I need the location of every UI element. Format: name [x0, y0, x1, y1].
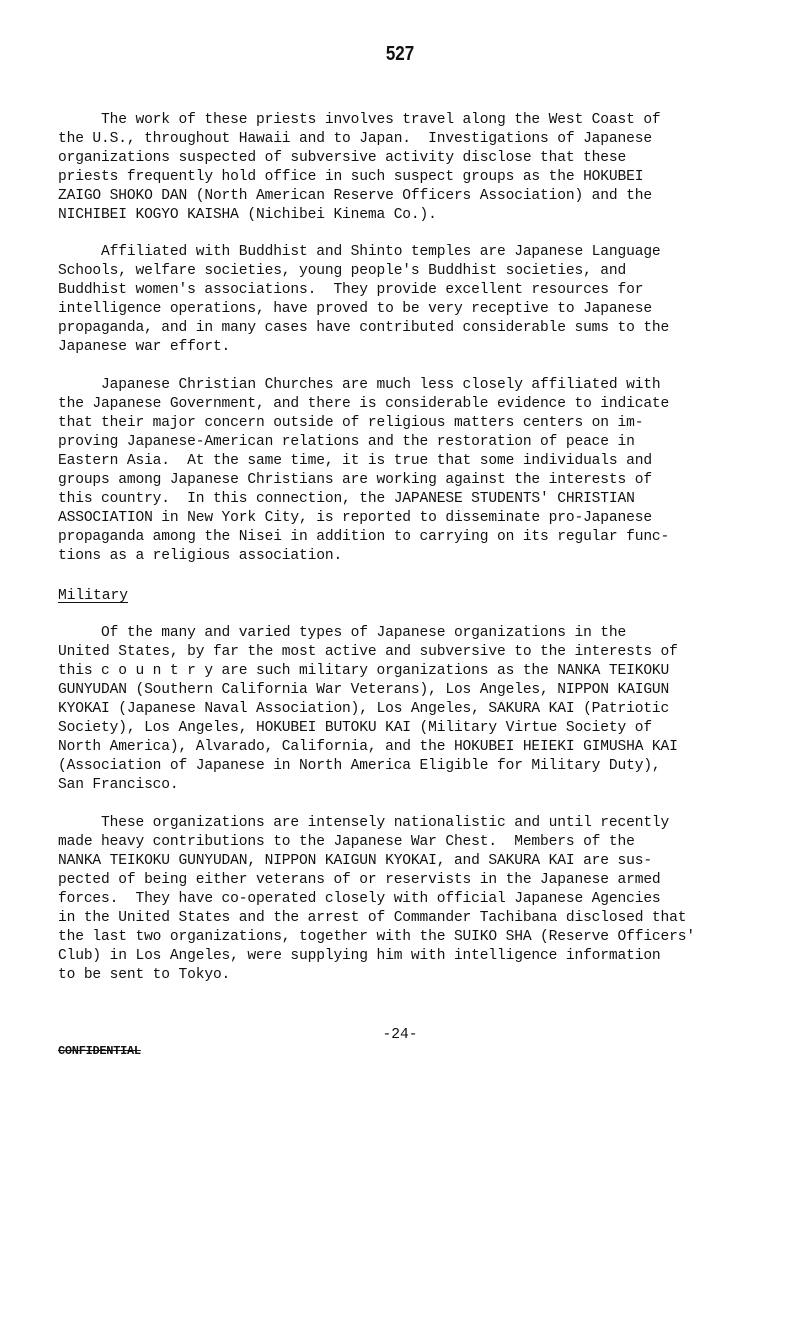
paragraph-nationalistic-organizations: These organizations are intensely nationalistic and until recently made heavy contributions to the Japanese War Chest. Members of the NANKA TEIKOKU GUNYUDAN, NIPPON KAIGUN KYOKAI, and SAKURA KAI are sus- pected of being either veterans of or reservists in the Japanese armed forces. They have co-operated closely with official Japanese Agencies in the United States and the arrest of Commander Tachibana disclosed that the last two organizations, together with the SUIKO SHA (Reserve Officers' Club) in Los Angeles, were supplying him with intelligence information to be sent to Tokyo. — [58, 815, 695, 983]
footer-page-number: -24- — [382, 1027, 418, 1043]
paragraph-priests-travel: The work of these priests involves travel along the West Coast of the U.S., throughout Hawaii and to Japan. Investigations of Japanese organizations suspected of subversive activity disclose that these priests frequently hold office in such suspect groups as the HOKUBEI ZAIGO SHOKO DAN (North American Reserve Officers Association) and the NICHIBEI KOGYO KAISHA (Nichibei Kinema Co.). — [58, 112, 661, 223]
paragraph-christian-churches: Japanese Christian Churches are much less closely affiliated with the Japanese Government, and there is considerable evidence to indicate that their major concern outside of religious matters centers on im- proving Japanese-American relations and the restoration of peace in Eastern Asia. At the same time, it is true that some individuals and groups among Japanese Christians are working against the interests of this country. In this connection, the JAPANESE STUDENTS' CHRISTIAN ASSOCIATION in New York City, is reported to disseminate pro-Japanese propaganda among the Nisei in addition to carrying on its regular func- tions as a religious association. — [58, 377, 670, 564]
page-number: 527 — [385, 43, 415, 65]
section-heading-military: Military — [58, 588, 129, 604]
paragraph-military-organizations: Of the many and varied types of Japanese organizations in the United States, by far the most active and subversive to the interests of this c o u n t r y are such military organizations as the NANKA TEIKOKU GUNYUDAN (Southern California War Veterans), Los Angeles, NIPPON KAIGUN KYOKAI (Japanese Naval Association), Los Angeles, SAKURA KAI (Patriotic Society), Los Angeles, HOKUBEI BUTOKU KAI (Military Virtue Society of North America), Alvarado, California, and the HOKUBEI HEIEKI GIMUSHA KAI (Association of Japanese in North America Eligible for Military Duty), San Francisco. — [58, 625, 678, 793]
classification-marking: CONFIDENTIAL — [58, 1044, 141, 1058]
paragraph-affiliated-organizations: Affiliated with Buddhist and Shinto temples are Japanese Language Schools, welfare societies, young people's Buddhist societies, and Buddhist women's associations. They provide excellent resources for intelligence operations, have proved to be very receptive to Japanese propaganda, and in many cases have contributed considerable sums to the Japanese war effort. — [58, 244, 670, 355]
